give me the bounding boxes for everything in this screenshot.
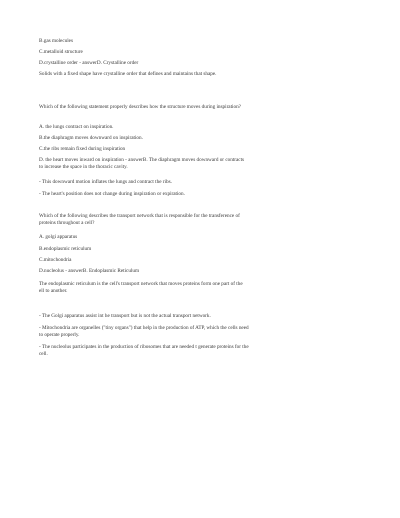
question-prompt: Which of the following describes the transport network that is responsible for the transference of proteins throughout a cell? bbox=[39, 213, 240, 227]
answer-explanation: The endoplasmic reticulum is the cell's transport network that moves proteins form one part of the ell to another. bbox=[39, 281, 243, 295]
explanation-note: - The Golgi apparatus assist int he transport but is not the actual transport network. bbox=[39, 313, 211, 319]
answer-option-b: B.endoplasmic reticulum bbox=[39, 246, 92, 252]
explanation-note: - This downward motion inflates the lungs and contract the ribs. bbox=[39, 179, 172, 185]
answer-option-b: B.the diaphragm moves downward on inspiration. bbox=[39, 135, 143, 141]
answer-option-c: C.mitochondria bbox=[39, 257, 72, 263]
answer-option-d: D. the heart moves inward on inspiration - answerB. The diaphragm moves downward or contracts to increase the space in the thoracic cavity. bbox=[39, 157, 245, 171]
answer-option-c: C.metalloid structure bbox=[39, 49, 83, 55]
answer-option-a: A. the lungs contract on inspiration. bbox=[39, 124, 114, 130]
answer-option-d: D.nucleolus - answerB. Endoplasmic Reticulum bbox=[39, 268, 139, 274]
answer-option-d: D.crystalline order - answerD. Crystalline order bbox=[39, 60, 139, 66]
explanation-note: - Mitochondria are organelles ("tiny organs") that help in the production of ATP, which the cells need to operate properly. bbox=[39, 325, 249, 339]
answer-explanation: Solids with a fixed shape have crystalline order that defines and maintains that shape. bbox=[39, 71, 217, 77]
question-prompt: Which of the following statement properly describes how the structure moves during inspiration? bbox=[39, 104, 241, 110]
answer-option-b: B.gas molecules bbox=[39, 38, 73, 44]
answer-option-c: C.the ribs remain fixed during inspiration bbox=[39, 146, 126, 152]
explanation-note: - The nucleolus participates in the production of ribosomes that are needed t generate proteins for the cell. bbox=[39, 344, 249, 358]
answer-option-a: A. golgi apparatus bbox=[39, 234, 78, 240]
explanation-note: - The heart's position does not change during inspiration or expiration. bbox=[39, 191, 185, 197]
